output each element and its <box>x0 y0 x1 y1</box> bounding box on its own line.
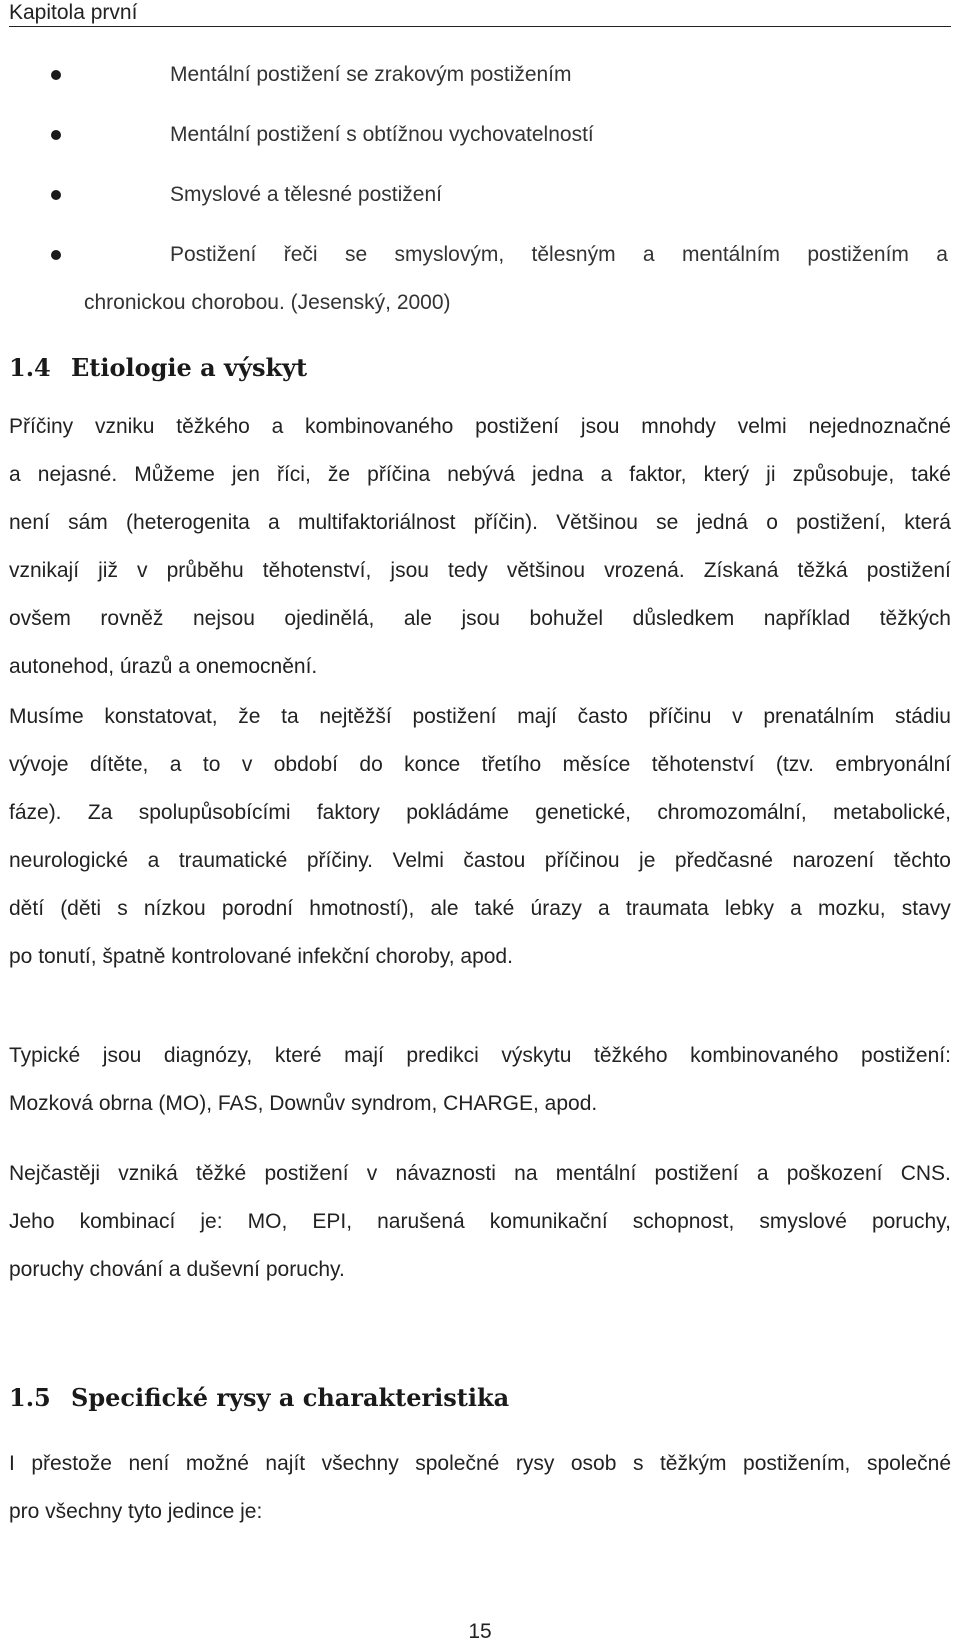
paragraph <box>9 413 951 701</box>
word: rovněž <box>100 607 164 630</box>
word: ale <box>403 607 432 630</box>
word: a <box>598 897 610 920</box>
section-heading <box>9 353 307 382</box>
word: tedy <box>448 559 488 582</box>
word: to <box>202 753 221 776</box>
word: jsou <box>461 607 500 630</box>
word: postižení <box>475 415 560 438</box>
word: (heterogenita <box>126 511 250 534</box>
word: s <box>632 1452 644 1475</box>
word: není <box>128 1452 170 1475</box>
word: prenatálním <box>763 705 875 728</box>
word: a <box>271 415 284 438</box>
word: důsledkem <box>632 607 735 630</box>
word: Nejčastěji <box>9 1162 101 1185</box>
word: těhotenství, <box>262 559 372 582</box>
paragraph-line: po tonutí, špatně kontrolované infekční choroby, apod. <box>9 945 513 968</box>
word: hmotností), <box>309 897 415 920</box>
word: také <box>474 897 515 920</box>
word: a <box>642 243 655 266</box>
chapter-title: Kapitola první <box>9 1 138 24</box>
word: nebývá <box>447 463 515 486</box>
word: postižení <box>866 559 951 582</box>
word: narušená <box>377 1210 465 1233</box>
word: konstatovat, <box>104 705 218 728</box>
word: těžkého <box>176 415 250 438</box>
word: a <box>936 243 948 266</box>
word: genetické, <box>535 801 632 824</box>
word: předčasné <box>674 849 773 872</box>
word: měsíce <box>562 753 631 776</box>
word: těžkým <box>659 1452 727 1475</box>
word: není <box>9 511 50 534</box>
word: kombinovaného <box>305 415 454 438</box>
word: přestože <box>31 1452 112 1475</box>
word: ojedinělá, <box>284 607 375 630</box>
word: většinou <box>506 559 586 582</box>
word: o <box>766 511 778 534</box>
word: v <box>137 559 148 582</box>
word: pokládáme <box>406 801 509 824</box>
word: kombinací <box>79 1210 176 1233</box>
word: příčin). <box>473 511 538 534</box>
word: v <box>732 705 743 728</box>
word: a <box>169 753 182 776</box>
paragraph-line <box>9 509 951 557</box>
word: návaznosti <box>395 1162 496 1185</box>
word: lebky <box>724 897 774 920</box>
paragraph-line <box>9 1042 951 1090</box>
word: jedná <box>696 511 748 534</box>
paragraph-line <box>9 847 951 895</box>
word: Získaná <box>703 559 779 582</box>
word: postižení <box>412 705 497 728</box>
word: dětí <box>9 897 45 920</box>
word: ovšem <box>9 607 71 630</box>
word: jedna <box>532 463 584 486</box>
word: mají <box>344 1044 384 1067</box>
word: těžkého <box>594 1044 668 1067</box>
word: příčiny. <box>306 849 374 872</box>
word: mentální <box>555 1162 637 1185</box>
paragraph <box>9 1160 951 1304</box>
word: vznikají <box>9 559 80 582</box>
word: již <box>98 559 118 582</box>
word: faktor, <box>629 463 687 486</box>
paragraph-line <box>9 895 951 943</box>
word: často <box>577 705 628 728</box>
word: společné <box>415 1452 500 1475</box>
word: vývoje <box>9 753 69 776</box>
paragraph-line <box>9 799 951 847</box>
word: najít <box>265 1452 306 1475</box>
paragraph-line <box>9 557 951 605</box>
word: rysy <box>515 1452 555 1475</box>
word: ta <box>281 705 299 728</box>
bullet-icon <box>51 70 61 80</box>
word: nejtěžší <box>319 705 392 728</box>
word: možné <box>185 1452 249 1475</box>
word: častou <box>463 849 526 872</box>
word: také <box>911 463 951 486</box>
word: a <box>268 511 280 534</box>
word: spolupůsobícími <box>138 801 291 824</box>
word: neurologické <box>9 849 129 872</box>
paragraph-line <box>9 1160 951 1208</box>
word: je <box>639 849 656 872</box>
word: mentálním <box>681 243 781 266</box>
word: do <box>359 753 383 776</box>
word: porodní <box>221 897 294 920</box>
bullet-icon <box>51 190 61 200</box>
word: MO, <box>247 1210 288 1233</box>
word: řeči <box>283 243 318 266</box>
word: jsou <box>102 1044 142 1067</box>
word: poruchy, <box>871 1210 951 1233</box>
word: úrazy <box>530 897 582 920</box>
word: (tzv. <box>775 753 814 776</box>
list-item: Smyslové a tělesné postižení <box>170 183 442 206</box>
word: který <box>703 463 750 486</box>
word: multifaktoriálnost <box>297 511 456 534</box>
word: těžkých <box>879 607 951 630</box>
word: Za <box>87 801 113 824</box>
word: a <box>756 1162 769 1185</box>
word: a <box>790 897 802 920</box>
word: způsobuje, <box>792 463 895 486</box>
word: a <box>147 849 160 872</box>
word: Jeho <box>9 1210 55 1233</box>
word: s <box>117 897 128 920</box>
word: predikci <box>406 1044 479 1067</box>
paragraph-line: poruchy chování a duševní poruchy. <box>9 1258 345 1281</box>
bullet-icon <box>51 130 61 140</box>
word: v <box>366 1162 378 1185</box>
word: ale <box>430 897 459 920</box>
paragraph-line: Mozková obrna (MO), FAS, Downův syndrom, CHARGE, apod. <box>9 1092 598 1115</box>
word: postižení, <box>796 511 886 534</box>
word: postižením, <box>743 1452 851 1475</box>
word: nízkou <box>143 897 206 920</box>
word: příčinou <box>544 849 620 872</box>
word: jsou <box>580 415 620 438</box>
word: v <box>241 753 253 776</box>
running-header <box>9 0 951 27</box>
word: těžká <box>797 559 848 582</box>
word: smyslové <box>759 1210 847 1233</box>
word: Typické <box>9 1044 81 1067</box>
word: Velmi <box>392 849 444 872</box>
word: poškození <box>786 1162 883 1185</box>
paragraph-line <box>9 1450 951 1498</box>
word: období <box>273 753 338 776</box>
word: těchto <box>893 849 951 872</box>
word: příčinu <box>648 705 712 728</box>
paragraph-line <box>9 1208 951 1256</box>
paragraph-line: pro všechny tyto jedince je: <box>9 1500 263 1523</box>
list-item: Mentální postižení se zrakovým postižením <box>170 63 572 86</box>
word: dítěte, <box>89 753 149 776</box>
word: postižením <box>807 243 909 266</box>
word: mnohdy <box>641 415 716 438</box>
word: třetího <box>481 753 542 776</box>
word: Postižení <box>170 243 257 266</box>
paragraph-line: autonehod, úrazů a onemocnění. <box>9 655 318 678</box>
list-item: Mentální postižení s obtížnou vychovatelností <box>170 123 594 146</box>
section-title: Specifické rysy a charakteristika <box>71 1383 510 1412</box>
section-number: 1.4 <box>9 353 51 382</box>
word: nejasné. <box>37 463 118 486</box>
list-item <box>170 241 948 269</box>
word: stavy <box>901 897 951 920</box>
word: velmi <box>737 415 787 438</box>
word: schopnost, <box>632 1210 735 1233</box>
paragraph-line <box>9 413 951 461</box>
word: Můžeme <box>134 463 215 486</box>
word: že <box>327 463 351 486</box>
word: Musíme <box>9 705 84 728</box>
word: smyslovým, <box>394 243 505 266</box>
word: postižení <box>264 1162 349 1185</box>
word: metabolické, <box>833 801 951 824</box>
paragraph <box>9 703 951 991</box>
word: konce <box>404 753 461 776</box>
word: chromozomální, <box>657 801 807 824</box>
paragraph-line <box>9 605 951 653</box>
word: výskytu <box>501 1044 572 1067</box>
word: postižení: <box>861 1044 951 1067</box>
word: osob <box>570 1452 617 1475</box>
page-number: 15 <box>468 1620 492 1643</box>
word: faktory <box>316 801 380 824</box>
word: traumata <box>625 897 709 920</box>
word: jen <box>231 463 260 486</box>
word: mají <box>517 705 557 728</box>
word: všechny <box>321 1452 399 1475</box>
word: kombinovaného <box>690 1044 839 1067</box>
word: tělesným <box>531 243 616 266</box>
word: těžké <box>196 1162 247 1185</box>
list-item-continuation: chronickou chorobou. (Jesenský, 2000) <box>84 291 451 314</box>
word: Většinou <box>556 511 638 534</box>
word: ji <box>766 463 776 486</box>
word: EPI, <box>312 1210 353 1233</box>
word: průběhu <box>166 559 244 582</box>
word: těhotenství <box>651 753 755 776</box>
word: se <box>656 511 679 534</box>
word: (děti <box>60 897 102 920</box>
paragraph-line <box>9 703 951 751</box>
word: a <box>9 463 21 486</box>
word: na <box>514 1162 538 1185</box>
word: narození <box>792 849 875 872</box>
word: nejednoznačné <box>808 415 951 438</box>
word: stádiu <box>894 705 951 728</box>
word: Příčiny <box>9 415 74 438</box>
section-title: Etiologie a výskyt <box>71 353 308 382</box>
word: vrozená. <box>604 559 685 582</box>
word: že <box>238 705 261 728</box>
word: nejsou <box>192 607 255 630</box>
word: embryonální <box>835 753 951 776</box>
word: sám <box>68 511 108 534</box>
word: a <box>600 463 613 486</box>
word: příčina <box>367 463 431 486</box>
paragraph <box>9 1450 951 1546</box>
word: říci, <box>276 463 311 486</box>
word: například <box>763 607 851 630</box>
word: CNS. <box>900 1162 951 1185</box>
section-heading <box>9 1383 509 1412</box>
word: je: <box>200 1210 223 1233</box>
word: I <box>9 1452 15 1475</box>
word: společné <box>866 1452 951 1475</box>
word: postižení <box>654 1162 739 1185</box>
paragraph-line <box>9 751 951 799</box>
word: se <box>344 243 368 266</box>
section-number: 1.5 <box>9 1383 51 1412</box>
paragraph-line <box>9 461 951 509</box>
word: bohužel <box>529 607 604 630</box>
word: mozku, <box>817 897 886 920</box>
word: jsou <box>390 559 429 582</box>
word: vzniká <box>118 1162 178 1185</box>
word: komunikační <box>489 1210 608 1233</box>
word: fáze). <box>9 801 62 824</box>
word: které <box>274 1044 322 1067</box>
word: která <box>904 511 951 534</box>
word: diagnózy, <box>163 1044 253 1067</box>
word: traumatické <box>178 849 288 872</box>
paragraph <box>9 1042 951 1138</box>
word: vzniku <box>94 415 155 438</box>
bullet-icon <box>51 250 61 260</box>
